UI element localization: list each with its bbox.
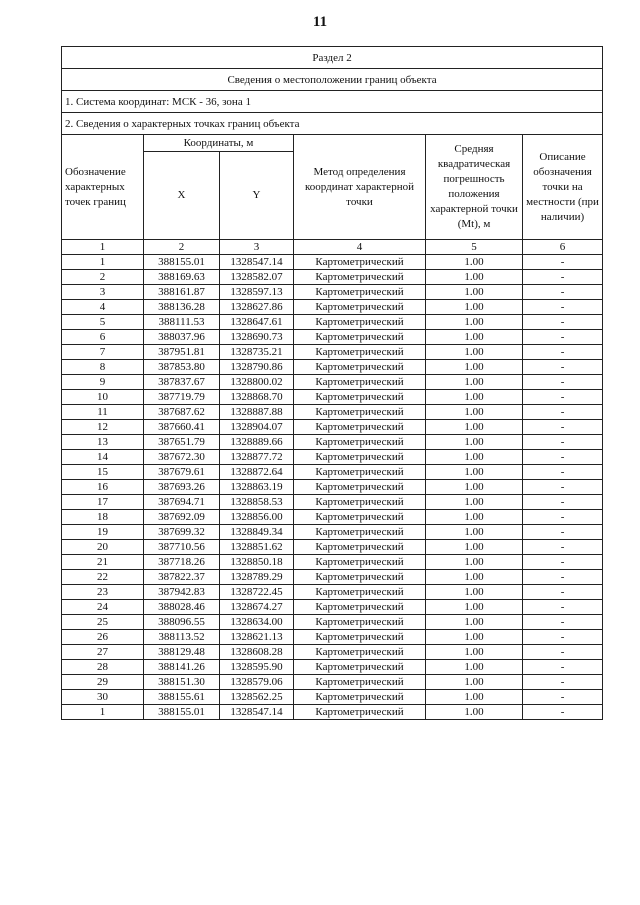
column-number: 6: [523, 240, 603, 255]
point-number-cell: 7: [62, 345, 144, 360]
point-number-cell: 3: [62, 285, 144, 300]
table-row: [62, 405, 603, 420]
error-cell: 1.00: [426, 585, 523, 600]
description-cell: -: [523, 330, 603, 345]
method-cell: Картометрический: [294, 480, 426, 495]
point-number-cell: 30: [62, 690, 144, 705]
table-row: [62, 645, 603, 660]
y-coordinate-cell: 1328877.72: [220, 450, 294, 465]
table-row: [62, 315, 603, 330]
section-subtitle: Сведения о местоположении границ объекта: [62, 69, 603, 91]
method-cell: Картометрический: [294, 705, 426, 720]
error-cell: 1.00: [426, 450, 523, 465]
x-coordinate-cell: 387853.80: [144, 360, 220, 375]
point-number-cell: 17: [62, 495, 144, 510]
x-coordinate-cell: 387822.37: [144, 570, 220, 585]
x-coordinate-cell: 388136.28: [144, 300, 220, 315]
x-coordinate-cell: 387687.62: [144, 405, 220, 420]
description-cell: -: [523, 450, 603, 465]
description-cell: -: [523, 255, 603, 270]
x-coordinate-cell: 387699.32: [144, 525, 220, 540]
x-coordinate-cell: 387951.81: [144, 345, 220, 360]
description-cell: -: [523, 315, 603, 330]
point-number-cell: 15: [62, 465, 144, 480]
method-cell: Картометрический: [294, 375, 426, 390]
error-cell: 1.00: [426, 285, 523, 300]
description-cell: -: [523, 555, 603, 570]
method-cell: Картометрический: [294, 465, 426, 480]
method-cell: Картометрический: [294, 435, 426, 450]
y-coordinate-cell: 1328690.73: [220, 330, 294, 345]
y-coordinate-cell: 1328562.25: [220, 690, 294, 705]
points-heading: 2. Сведения о характерных точках границ объекта: [62, 113, 603, 135]
table-row: [62, 570, 603, 585]
x-coordinate-cell: 388028.46: [144, 600, 220, 615]
column-number-row: [62, 240, 603, 255]
y-coordinate-cell: 1328789.29: [220, 570, 294, 585]
error-cell: 1.00: [426, 555, 523, 570]
description-cell: -: [523, 345, 603, 360]
method-cell: Картометрический: [294, 585, 426, 600]
point-number-cell: 23: [62, 585, 144, 600]
y-coordinate-cell: 1328722.45: [220, 585, 294, 600]
method-cell: Картометрический: [294, 315, 426, 330]
y-coordinate-cell: 1328634.00: [220, 615, 294, 630]
table-row: [62, 480, 603, 495]
page-number: 11: [312, 14, 328, 30]
description-cell: -: [523, 705, 603, 720]
method-cell: Картометрический: [294, 285, 426, 300]
error-cell: 1.00: [426, 510, 523, 525]
table-row: [62, 330, 603, 345]
method-cell: Картометрический: [294, 510, 426, 525]
y-coordinate-cell: 1328582.07: [220, 270, 294, 285]
y-coordinate-cell: 1328868.70: [220, 390, 294, 405]
description-cell: -: [523, 285, 603, 300]
x-coordinate-cell: 387710.56: [144, 540, 220, 555]
table-row: [62, 525, 603, 540]
x-coordinate-cell: 387694.71: [144, 495, 220, 510]
point-number-cell: 2: [62, 270, 144, 285]
method-cell: Картометрический: [294, 615, 426, 630]
header-error: Средняя квадратическая погрешность положения характерной точки (Mt), м: [426, 135, 523, 240]
error-cell: 1.00: [426, 480, 523, 495]
error-cell: 1.00: [426, 525, 523, 540]
point-number-cell: 24: [62, 600, 144, 615]
description-cell: -: [523, 675, 603, 690]
method-cell: Картометрический: [294, 420, 426, 435]
header-method: Метод определения координат характерной точки: [294, 135, 426, 240]
point-number-cell: 22: [62, 570, 144, 585]
method-cell: Картометрический: [294, 360, 426, 375]
point-number-cell: 14: [62, 450, 144, 465]
x-coordinate-cell: 387837.67: [144, 375, 220, 390]
y-coordinate-cell: 1328887.88: [220, 405, 294, 420]
table-row: [62, 660, 603, 675]
y-coordinate-cell: 1328674.27: [220, 600, 294, 615]
method-cell: Картометрический: [294, 660, 426, 675]
x-coordinate-cell: 388155.01: [144, 705, 220, 720]
method-cell: Картометрический: [294, 300, 426, 315]
method-cell: Картометрический: [294, 555, 426, 570]
error-cell: 1.00: [426, 630, 523, 645]
error-cell: 1.00: [426, 330, 523, 345]
point-number-cell: 28: [62, 660, 144, 675]
point-number-cell: 27: [62, 645, 144, 660]
y-coordinate-cell: 1328856.00: [220, 510, 294, 525]
description-cell: -: [523, 540, 603, 555]
description-cell: -: [523, 510, 603, 525]
error-cell: 1.00: [426, 645, 523, 660]
method-cell: Картометрический: [294, 270, 426, 285]
description-cell: -: [523, 390, 603, 405]
x-coordinate-cell: 388155.01: [144, 255, 220, 270]
table-row: [62, 555, 603, 570]
point-number-cell: 4: [62, 300, 144, 315]
description-cell: -: [523, 690, 603, 705]
table-row: [62, 630, 603, 645]
table-row: [62, 585, 603, 600]
table-row: [62, 675, 603, 690]
method-cell: Картометрический: [294, 570, 426, 585]
description-cell: -: [523, 525, 603, 540]
error-cell: 1.00: [426, 495, 523, 510]
y-coordinate-cell: 1328597.13: [220, 285, 294, 300]
y-coordinate-cell: 1328849.34: [220, 525, 294, 540]
x-coordinate-cell: 388096.55: [144, 615, 220, 630]
method-cell: Картометрический: [294, 540, 426, 555]
x-coordinate-cell: 387942.83: [144, 585, 220, 600]
header-x: X: [144, 152, 220, 240]
error-cell: 1.00: [426, 390, 523, 405]
error-cell: 1.00: [426, 675, 523, 690]
x-coordinate-cell: 388155.61: [144, 690, 220, 705]
table-row: [62, 390, 603, 405]
y-coordinate-cell: 1328627.86: [220, 300, 294, 315]
y-coordinate-cell: 1328579.06: [220, 675, 294, 690]
description-cell: -: [523, 405, 603, 420]
point-number-cell: 25: [62, 615, 144, 630]
point-number-cell: 13: [62, 435, 144, 450]
x-coordinate-cell: 388111.53: [144, 315, 220, 330]
header-coordinates: Координаты, м: [144, 135, 294, 152]
method-cell: Картометрический: [294, 255, 426, 270]
method-cell: Картометрический: [294, 450, 426, 465]
x-coordinate-cell: 387660.41: [144, 420, 220, 435]
method-cell: Картометрический: [294, 495, 426, 510]
column-number: 3: [220, 240, 294, 255]
method-cell: Картометрический: [294, 600, 426, 615]
description-cell: -: [523, 435, 603, 450]
description-cell: -: [523, 600, 603, 615]
y-coordinate-cell: 1328851.62: [220, 540, 294, 555]
y-coordinate-cell: 1328621.13: [220, 630, 294, 645]
method-cell: Картометрический: [294, 645, 426, 660]
description-cell: -: [523, 300, 603, 315]
x-coordinate-cell: 388141.26: [144, 660, 220, 675]
error-cell: 1.00: [426, 405, 523, 420]
description-cell: -: [523, 645, 603, 660]
y-coordinate-cell: 1328735.21: [220, 345, 294, 360]
error-cell: 1.00: [426, 375, 523, 390]
point-number-cell: 20: [62, 540, 144, 555]
description-cell: -: [523, 465, 603, 480]
y-coordinate-cell: 1328595.90: [220, 660, 294, 675]
x-coordinate-cell: 388151.30: [144, 675, 220, 690]
y-coordinate-cell: 1328872.64: [220, 465, 294, 480]
method-cell: Картометрический: [294, 345, 426, 360]
x-coordinate-cell: 387692.09: [144, 510, 220, 525]
x-coordinate-cell: 388037.96: [144, 330, 220, 345]
y-coordinate-cell: 1328904.07: [220, 420, 294, 435]
x-coordinate-cell: 388129.48: [144, 645, 220, 660]
error-cell: 1.00: [426, 465, 523, 480]
table-row: [62, 270, 603, 285]
table-row: [62, 300, 603, 315]
y-coordinate-cell: 1328889.66: [220, 435, 294, 450]
method-cell: Картометрический: [294, 405, 426, 420]
table-row: [62, 285, 603, 300]
column-number: 1: [62, 240, 144, 255]
error-cell: 1.00: [426, 435, 523, 450]
description-cell: -: [523, 660, 603, 675]
method-cell: Картометрический: [294, 690, 426, 705]
point-number-cell: 5: [62, 315, 144, 330]
point-number-cell: 29: [62, 675, 144, 690]
x-coordinate-cell: 388113.52: [144, 630, 220, 645]
point-number-cell: 21: [62, 555, 144, 570]
description-cell: -: [523, 375, 603, 390]
x-coordinate-cell: 388169.63: [144, 270, 220, 285]
point-number-cell: 9: [62, 375, 144, 390]
error-cell: 1.00: [426, 270, 523, 285]
method-cell: Картометрический: [294, 330, 426, 345]
header-y: Y: [220, 152, 294, 240]
error-cell: 1.00: [426, 600, 523, 615]
error-cell: 1.00: [426, 705, 523, 720]
table-row: [62, 360, 603, 375]
table-row: [62, 435, 603, 450]
point-number-cell: 18: [62, 510, 144, 525]
table-row: [62, 465, 603, 480]
column-number: 5: [426, 240, 523, 255]
error-cell: 1.00: [426, 615, 523, 630]
y-coordinate-cell: 1328800.02: [220, 375, 294, 390]
boundary-points-table: [61, 46, 603, 720]
method-cell: Картометрический: [294, 630, 426, 645]
description-cell: -: [523, 420, 603, 435]
point-number-cell: 16: [62, 480, 144, 495]
point-number-cell: 1: [62, 705, 144, 720]
x-coordinate-cell: 387672.30: [144, 450, 220, 465]
y-coordinate-cell: 1328790.86: [220, 360, 294, 375]
table-row: [62, 600, 603, 615]
point-number-cell: 26: [62, 630, 144, 645]
point-number-cell: 11: [62, 405, 144, 420]
x-coordinate-cell: 388161.87: [144, 285, 220, 300]
y-coordinate-cell: 1328863.19: [220, 480, 294, 495]
y-coordinate-cell: 1328850.18: [220, 555, 294, 570]
description-cell: -: [523, 270, 603, 285]
method-cell: Картометрический: [294, 390, 426, 405]
y-coordinate-cell: 1328547.14: [220, 705, 294, 720]
table-row: [62, 690, 603, 705]
method-cell: Картометрический: [294, 525, 426, 540]
y-coordinate-cell: 1328647.61: [220, 315, 294, 330]
point-number-cell: 8: [62, 360, 144, 375]
table-row: [62, 345, 603, 360]
x-coordinate-cell: 387719.79: [144, 390, 220, 405]
column-number: 4: [294, 240, 426, 255]
table-row: [62, 420, 603, 435]
section-title: Раздел 2: [62, 47, 603, 69]
y-coordinate-cell: 1328858.53: [220, 495, 294, 510]
point-number-cell: 6: [62, 330, 144, 345]
x-coordinate-cell: 387679.61: [144, 465, 220, 480]
error-cell: 1.00: [426, 345, 523, 360]
error-cell: 1.00: [426, 570, 523, 585]
point-number-cell: 12: [62, 420, 144, 435]
table-row: [62, 495, 603, 510]
description-cell: -: [523, 495, 603, 510]
point-number-cell: 1: [62, 255, 144, 270]
error-cell: 1.00: [426, 315, 523, 330]
description-cell: -: [523, 360, 603, 375]
method-cell: Картометрический: [294, 675, 426, 690]
error-cell: 1.00: [426, 420, 523, 435]
point-number-cell: 19: [62, 525, 144, 540]
error-cell: 1.00: [426, 690, 523, 705]
y-coordinate-cell: 1328608.28: [220, 645, 294, 660]
column-number: 2: [144, 240, 220, 255]
x-coordinate-cell: 387651.79: [144, 435, 220, 450]
header-designation: Обозначение характерных точек границ: [62, 135, 144, 240]
table-row: [62, 615, 603, 630]
description-cell: -: [523, 615, 603, 630]
table-row: [62, 375, 603, 390]
error-cell: 1.00: [426, 360, 523, 375]
point-number-cell: 10: [62, 390, 144, 405]
description-cell: -: [523, 630, 603, 645]
table-row: [62, 450, 603, 465]
coordinate-system: 1. Система координат: МСК - 36, зона 1: [62, 91, 603, 113]
description-cell: -: [523, 570, 603, 585]
table-row: [62, 540, 603, 555]
header-description: Описание обозначения точки на местности (при наличии): [523, 135, 603, 240]
error-cell: 1.00: [426, 255, 523, 270]
error-cell: 1.00: [426, 660, 523, 675]
y-coordinate-cell: 1328547.14: [220, 255, 294, 270]
table-row: [62, 510, 603, 525]
x-coordinate-cell: 387718.26: [144, 555, 220, 570]
table-row: [62, 255, 603, 270]
error-cell: 1.00: [426, 300, 523, 315]
description-cell: -: [523, 480, 603, 495]
description-cell: -: [523, 585, 603, 600]
table-row: [62, 705, 603, 720]
x-coordinate-cell: 387693.26: [144, 480, 220, 495]
error-cell: 1.00: [426, 540, 523, 555]
